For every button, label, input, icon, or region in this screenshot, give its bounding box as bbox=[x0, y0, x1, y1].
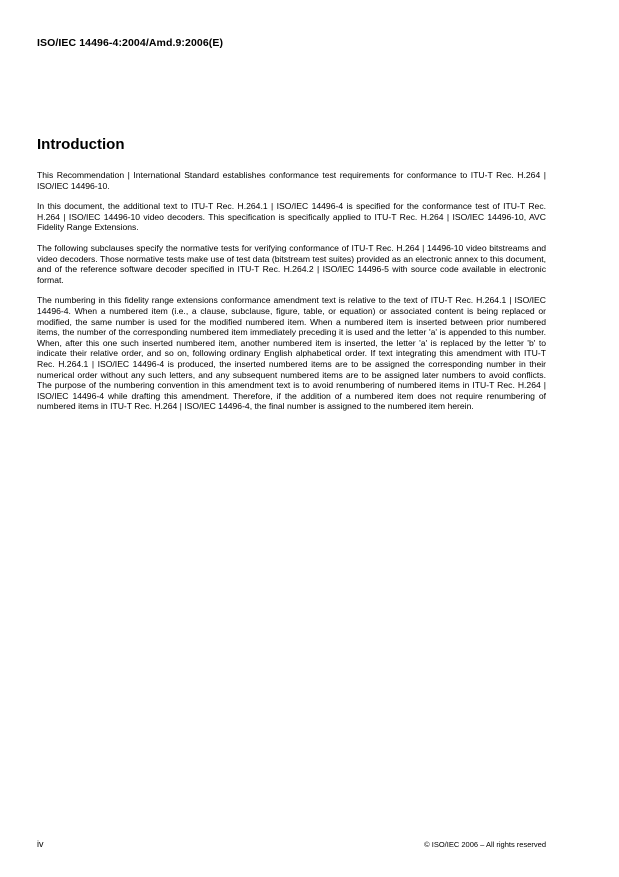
body-text bbox=[37, 170, 546, 422]
paragraph-2: In this document, the additional text to ITU-T Rec. H.264.1 | ISO/IEC 14496-4 is specified for the conformance test of ITU-T Rec. H.264 | ISO/IEC 14496-10 video decoders. This specification is specifically applied to ITU-T Rec. H.264 | ISO/IEC 14496-10, AVC Fidelity Range Extensions. bbox=[37, 201, 546, 233]
document-identifier: ISO/IEC 14496-4:2004/Amd.9:2006(E) bbox=[37, 37, 224, 49]
copyright-notice: © ISO/IEC 2006 – All rights reserved bbox=[424, 840, 546, 849]
paragraph-4: The numbering in this fidelity range extensions conformance amendment text is relative to the text of ITU-T Rec. H.264.1 | ISO/IEC 14496-4. When a numbered item (i.e., a clause, subclause, figure, table, or equation) or associated content is being replaced or modified, the same number is used for the modified numbered item. When a numbered item is inserted between prior numbered items, the number of the corresponding numbered item immediately preceding it is used and the letter 'a' is appended to this number. When, after this one such inserted numbered item, another numbered item is inserted, the letter 'a' is replaced by the letter 'b' to indicate their relative order, and so on, following ordinary English alphabetical order. If text integrating this amendment with ITU-T Rec. H.264.1 | ISO/IEC 14496-4 is produced, the inserted numbered items are to be assigned the corresponding number in their numerical order without any such letters, and any subsequent numbered items are to be assigned later numbers to avoid conflicts. The purpose of the numbering convention in this amendment text is to avoid renumbering of numbered items in ITU-T Rec. H.264 | ISO/IEC 14496-4 while drafting this amendment. Therefore, if the addition of a numbered item does not require renumbering of numbered items in ITU-T Rec. H.264 | ISO/IEC 14496-4, the final number is assigned to the numbered item herein. bbox=[37, 295, 546, 412]
section-title: Introduction bbox=[37, 136, 125, 153]
paragraph-1: This Recommendation | International Standard establishes conformance test requirements for conformance to ITU-T Rec. H.264 | ISO/IEC 14496-10. bbox=[37, 170, 546, 191]
paragraph-3: The following subclauses specify the normative tests for verifying conformance of ITU-T Rec. H.264 | 14496-10 video bitstreams and video decoders. Those normative tests make use of test data (bitstream test suites) provided as an electronic annex to this document, and of the reference software decoder specified in ITU-T Rec. H.264.2 | ISO/IEC 14496-5 with source code available in electronic format. bbox=[37, 242, 546, 285]
page-number: iv bbox=[37, 839, 44, 849]
